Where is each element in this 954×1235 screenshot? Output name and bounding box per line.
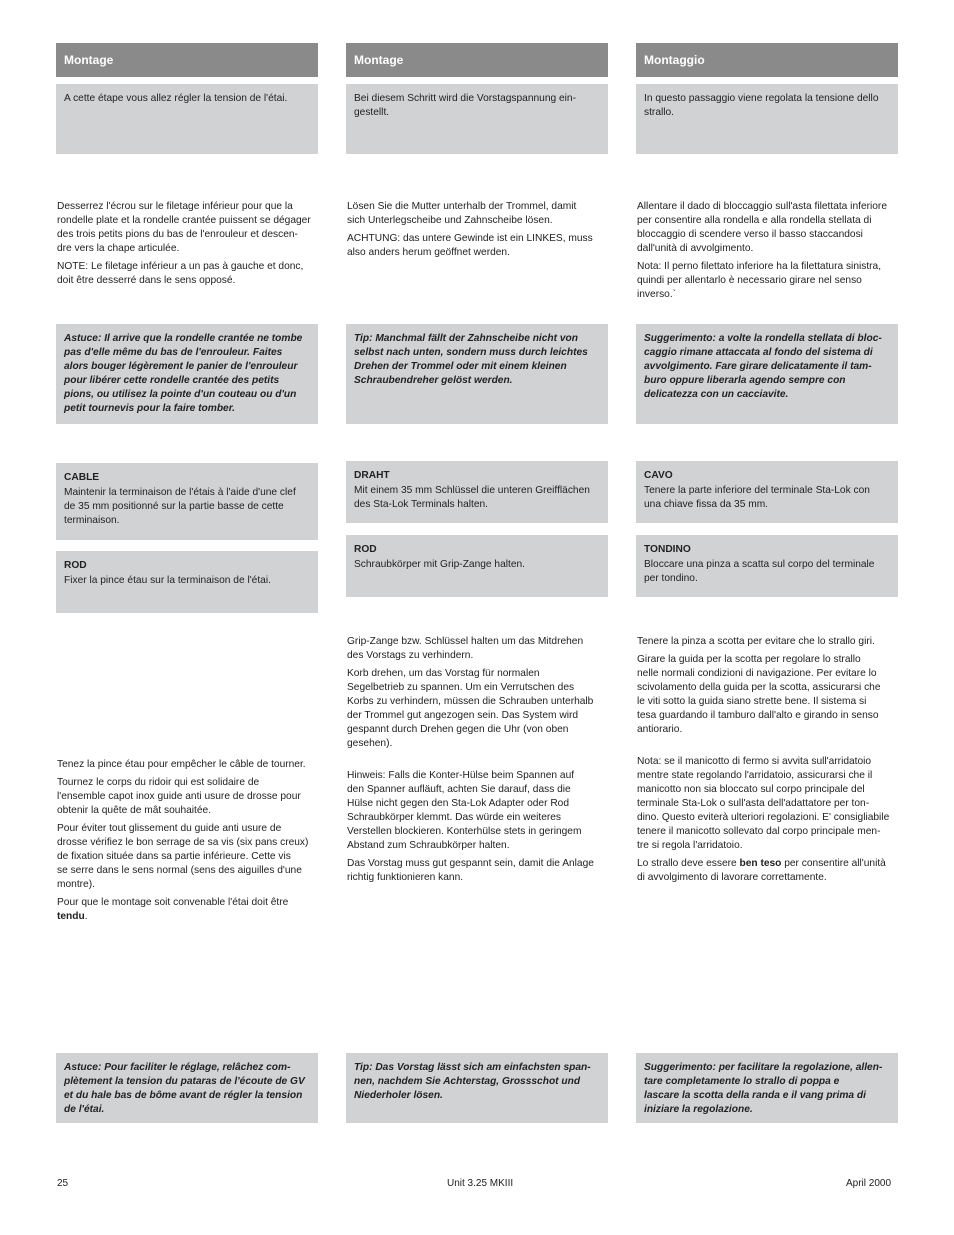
paragraph: Korb drehen, um das Vorstag für normalen Segelbetrieb zu spannen. Um ein Verrutschen des Korbs zu verhindern, müssen die Schrauben unterhalb der Trommel gut angezogen sein. Das System wird gespannt durch Drehen gegen die Uhr (von oben gesehen). <box>347 668 594 749</box>
cable-label: CAVO <box>644 470 673 481</box>
rod-text: Schraubkörper mit Grip-Zange halten. <box>354 559 526 570</box>
cable-text: Mit einem 35 mm Schlüssel die unteren Greifflächen des Sta-Lok Terminals halten. <box>354 485 590 510</box>
paragraph: Das Vorstag muss gut gespannt sein, damit die Anlage richtig funktionieren kann. <box>347 858 594 883</box>
loosen-text-it <box>637 200 899 306</box>
column-header-fr: Montage <box>56 43 318 77</box>
rod-text: Bloccare una pinza a scatta sul corpo del terminale per tondino. <box>644 559 875 584</box>
text-run: Pour que le montage soit convenable l'étai doit être <box>57 897 289 908</box>
loosen-text-fr <box>57 200 319 292</box>
paragraph: Nota: Il perno filettato inferiore ha la filettatura sinistra, quindi per allentarlo è necessario girare nel senso inverso.` <box>637 261 882 300</box>
intro-box-fr: A cette étape vous allez régler la tension de l'étai. <box>56 84 318 154</box>
cable-text: Maintenir la terminaison de l'étais à l'aide d'une clef de 35 mm positionné sur la partie basse de cette terminaison. <box>64 487 296 526</box>
text-run: . <box>84 911 88 922</box>
emphasis-text: ben teso <box>739 858 782 869</box>
rod-label: ROD <box>64 560 87 571</box>
tip-box-fr: Astuce: Il arrive que la rondelle crantée ne tombe pas d'elle même du bas de l'enrouleur. Faites alors bouger légèrement le panier de l'enrouleur pour libérer cette rondelle crantée des petits pions, ou utilisez la pointe d'un couteau ou d'un petit tournevis pour la faire tomber. <box>56 324 318 424</box>
cable-text: Tenere la parte inferiore del terminale Sta-Lok con una chiave fissa da 35 mm. <box>644 485 870 510</box>
page-number: 25 <box>57 1178 69 1189</box>
paragraph: Desserrez l'écrou sur le filetage inférieur pour que la rondelle plate et la rondelle crantée puissent se dégager des trois petits pions du bas de l'enrouleur et descen- dre vers la chape articulée. <box>57 201 311 254</box>
paragraph: Girare la guida per la scotta per regolare lo strallo nelle normali condizioni di navigazione. Per evitare lo scivolamento della guida per la scotta, assicurarsi che le viti sotto la guida siano strette bene. Il sistema si tesa guardando il tamburo dall'alto e girando in senso antiorario. <box>637 654 881 735</box>
intro-box-it: In questo passaggio viene regolata la tensione dello strallo. <box>636 84 898 154</box>
column-header-it: Montaggio <box>636 43 898 77</box>
cable-box-fr <box>56 463 318 540</box>
cable-label: CABLE <box>64 472 100 483</box>
rod-label: ROD <box>354 544 377 555</box>
paragraph: ACHTUNG: das untere Gewinde ist ein LINKES, muss also anders herum geöffnet werden. <box>347 233 593 258</box>
date-label: April 2000 <box>846 1178 892 1189</box>
paragraph: Pour éviter tout glissement du guide anti usure de drosse vérifiez le bon serrage de sa vis (six pans creux) de fixation située dans sa partie inférieure. Cette vis se serre dans le sens normal (sens des aiguilles d'une montre). <box>57 823 309 890</box>
paragraph: Tenez la pince étau pour empêcher le câble de tourner. <box>57 759 306 770</box>
paragraph <box>57 896 319 924</box>
tip2-box-it: Suggerimento: per facilitare la regolazione, allen- tare completamente lo strallo di poppa e lascare la scotta della randa e il vang prima di iniziare la regolazione. <box>636 1053 898 1123</box>
tension-text-de <box>347 635 609 889</box>
cable-box-de <box>346 461 608 523</box>
text-run: Lo strallo deve essere <box>637 858 740 869</box>
text-run: per consentire all'unità di avvolgimento di lavorare correttamente. <box>637 858 886 883</box>
tip-box-it: Suggerimento: a volte la rondella stellata di bloc- caggio rimane attaccata al fondo del sistema di avvolgimento. Fare girare delicatamente il tam- buro oppure liberarla agendo sempre con delicatezza con un cacciavite. <box>636 324 898 424</box>
tip-box-de: Tip: Manchmal fällt der Zahnscheibe nicht von selbst nach unten, sondern muss durch leichtes Drehen der Trommel oder mit einem kleinen Schraubendreher gelöst werden. <box>346 324 608 424</box>
cable-label: DRAHT <box>354 470 390 481</box>
tip2-box-de: Tip: Das Vorstag lässt sich am einfachsten span- nen, nachdem Sie Achterstag, Grossschot und Niederholer lösen. <box>346 1053 608 1123</box>
rod-box-de <box>346 535 608 597</box>
cable-box-it <box>636 461 898 523</box>
paragraph <box>637 857 899 885</box>
paragraph: Grip-Zange bzw. Schlüssel halten um das Mitdrehen des Vorstags zu verhindern. <box>347 636 584 661</box>
intro-box-de: Bei diesem Schritt wird die Vorstagspannung ein- gestellt. <box>346 84 608 154</box>
loosen-text-de <box>347 200 609 264</box>
paragraph: NOTE: Le filetage inférieur a un pas à gauche et donc, doit être desserré dans le sens opposé. <box>57 261 304 286</box>
column-header-de: Montage <box>346 43 608 77</box>
paragraph: Lösen Sie die Mutter unterhalb der Trommel, damit sich Unterlegscheibe und Zahnscheibe lösen. <box>347 201 577 226</box>
tension-text-it <box>637 635 899 889</box>
tip2-box-fr: Astuce: Pour faciliter le réglage, relâchez com- plètement la tension du pataras de l'écoute de GV et du hale bas de bôme avant de régler la tension de l'étai. <box>56 1053 318 1123</box>
rod-label: TONDINO <box>644 544 691 555</box>
unit-label: Unit 3.25 MKIII <box>447 1178 514 1189</box>
paragraph: Tenere la pinza a scotta per evitare che lo strallo giri. <box>637 636 875 647</box>
tension-text-fr <box>57 758 319 928</box>
rod-text: Fixer la pince étau sur la terminaison de l'étai. <box>64 575 271 586</box>
paragraph: Nota: se il manicotto di fermo si avvita sull'arridatoio mentre state regolando l'arridatoio, assicurarsi che il manicotto non sia bloccato sul corpo principale del terminale Sta-Lok o sull'asta dell'adattatore per ton- dino. Questo eviterà ulteriori regolazioni. E' consigliabile tenere il manicotto sollevato dal corpo principale men- tre si regola l'arridatoio. <box>637 756 890 851</box>
emphasis-text: tendu <box>57 911 85 922</box>
paragraph: Hinweis: Falls die Konter-Hülse beim Spannen auf den Spanner aufläuft, achten Sie darauf, dass die Hülse nicht gegen den Sta-Lok Adapter oder Rod Schraubkörper klemmt. Das würde ein weiteres Verstellen blockieren. Konterhülse stets in geringem Abstand zum Schraubkörper halten. <box>347 770 582 851</box>
rod-box-fr <box>56 551 318 613</box>
paragraph: Allentare il dado di bloccaggio sull'asta filettata inferiore per consentire alla rondella e alla rondella stellata di bloccaggio di scendere verso il basso staccandosi dall'unità di avvolgimento. <box>637 201 887 254</box>
rod-box-it <box>636 535 898 597</box>
paragraph: Tournez le corps du ridoir qui est solidaire de l'ensemble capot inox guide anti usure de drosse pour obtenir la quête de mât souhaitée. <box>57 777 301 816</box>
